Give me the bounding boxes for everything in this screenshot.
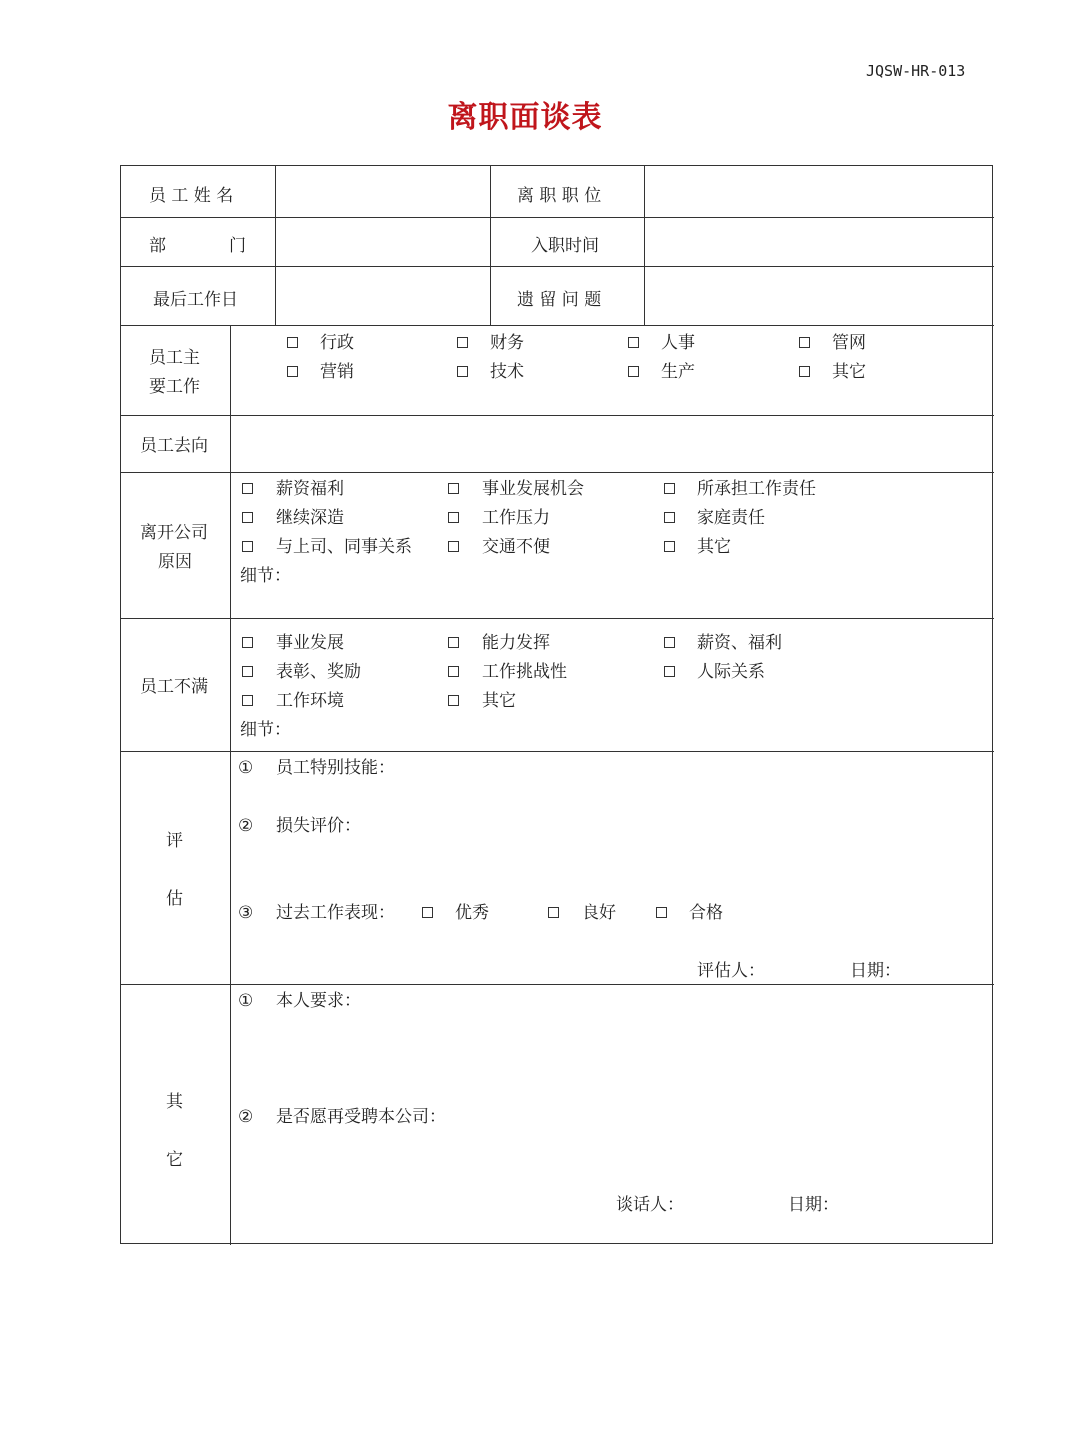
checkbox[interactable] [628, 337, 639, 348]
checkbox[interactable] [287, 366, 298, 377]
page-title: 离职面谈表 [447, 100, 603, 135]
option-label: 事业发展机会 [482, 479, 584, 499]
employee-name-label: 员 工 姓 名 [149, 186, 234, 206]
option-label: 管网 [832, 333, 866, 353]
rating-label: 合格 [689, 903, 723, 923]
special-skills-label: 员工特别技能： [276, 758, 395, 778]
row-divider [121, 325, 994, 326]
evaluation-date-label: 日期： [850, 961, 901, 981]
pending-issues-label: 遗 留 问 题 [517, 290, 602, 310]
checkbox[interactable] [448, 637, 459, 648]
option-label: 所承担工作责任 [697, 479, 816, 499]
personal-requests-label: 本人要求： [276, 991, 361, 1011]
option-label: 薪资福利 [276, 479, 344, 499]
option-label: 家庭责任 [697, 508, 765, 528]
checkbox[interactable] [664, 512, 675, 523]
item-number: ② [238, 1107, 254, 1127]
rating-label: 优秀 [455, 903, 489, 923]
option-label: 人际关系 [697, 662, 765, 682]
pending-issues-field[interactable] [645, 268, 991, 323]
row-divider [121, 618, 994, 619]
checkbox[interactable] [422, 907, 433, 918]
checkbox[interactable] [242, 512, 253, 523]
checkbox[interactable] [242, 666, 253, 677]
option-label: 财务 [490, 333, 524, 353]
interviewer-label: 谈话人： [616, 1195, 684, 1215]
item-number: ② [238, 816, 254, 836]
evaluation-label: 评 [166, 831, 183, 851]
checkbox[interactable] [242, 541, 253, 552]
checkbox[interactable] [448, 512, 459, 523]
option-label: 能力发挥 [482, 633, 550, 653]
checkbox[interactable] [242, 695, 253, 706]
option-label: 继续深造 [276, 508, 344, 528]
option-label: 生产 [661, 362, 695, 382]
checkbox[interactable] [664, 483, 675, 494]
hire-date-label: 入职时间 [531, 236, 599, 256]
option-label: 工作环境 [276, 691, 344, 711]
main-work-label: 要工作 [149, 377, 200, 397]
item-number: ① [238, 991, 254, 1011]
option-label: 工作压力 [482, 508, 550, 528]
item-number: ① [238, 758, 254, 778]
option-label: 行政 [320, 333, 354, 353]
last-workday-field[interactable] [276, 268, 488, 323]
dissatisfied-detail-label: 细节： [240, 720, 291, 740]
rating-label: 良好 [582, 903, 616, 923]
last-workday-label: 最后工作日 [153, 290, 238, 310]
department-label-suffix: 门 [229, 236, 246, 256]
row-divider [121, 751, 994, 752]
option-label: 表彰、奖励 [276, 662, 361, 682]
checkbox[interactable] [656, 907, 667, 918]
checkbox[interactable] [548, 907, 559, 918]
reason-label: 离开公司 [140, 523, 208, 543]
checkbox[interactable] [448, 541, 459, 552]
checkbox[interactable] [664, 666, 675, 677]
column-divider [490, 166, 491, 326]
checkbox[interactable] [448, 666, 459, 677]
other-label: 其 [166, 1092, 183, 1112]
evaluator-label: 评估人： [697, 961, 765, 981]
destination-field[interactable] [231, 417, 991, 469]
option-label: 交通不便 [482, 537, 550, 557]
checkbox[interactable] [448, 483, 459, 494]
option-label: 与上司、同事关系 [276, 537, 412, 557]
department-field[interactable] [276, 218, 488, 264]
row-divider [121, 266, 994, 267]
row-divider [121, 472, 994, 473]
row-divider [121, 415, 994, 416]
checkbox[interactable] [628, 366, 639, 377]
resign-position-field[interactable] [645, 168, 991, 214]
rehire-willingness-label: 是否愿再受聘本公司： [276, 1107, 446, 1127]
checkbox[interactable] [664, 541, 675, 552]
main-work-label: 员工主 [149, 348, 200, 368]
dissatisfied-label: 员工不满 [140, 677, 208, 697]
checkbox[interactable] [457, 337, 468, 348]
destination-label: 员工去向 [140, 436, 208, 456]
checkbox[interactable] [242, 637, 253, 648]
checkbox[interactable] [664, 637, 675, 648]
checkbox[interactable] [242, 483, 253, 494]
option-label: 其它 [832, 362, 866, 382]
checkbox[interactable] [448, 695, 459, 706]
employee-name-field[interactable] [276, 168, 488, 214]
dissatisfied-detail-field[interactable] [290, 718, 980, 748]
checkbox[interactable] [457, 366, 468, 377]
option-label: 薪资、福利 [697, 633, 782, 653]
option-label: 营销 [320, 362, 354, 382]
option-label: 工作挑战性 [482, 662, 567, 682]
hire-date-field[interactable] [645, 218, 991, 264]
option-label: 事业发展 [276, 633, 344, 653]
document-code: JQSW-HR-013 [866, 62, 966, 80]
option-label: 人事 [661, 333, 695, 353]
interview-date-label: 日期： [788, 1195, 839, 1215]
checkbox[interactable] [799, 337, 810, 348]
other-label: 它 [166, 1150, 183, 1170]
checkbox[interactable] [799, 366, 810, 377]
checkbox[interactable] [287, 337, 298, 348]
reason-label: 原因 [158, 552, 192, 572]
department-label: 部 [149, 236, 166, 256]
option-label: 技术 [490, 362, 524, 382]
evaluation-label: 估 [166, 889, 183, 909]
reason-detail-field[interactable] [290, 564, 980, 608]
option-label: 其它 [482, 691, 516, 711]
loss-assessment-label: 损失评价： [276, 816, 361, 836]
item-number: ③ [238, 903, 254, 923]
option-label: 其它 [697, 537, 731, 557]
reason-detail-label: 细节： [240, 566, 291, 586]
row-divider [121, 984, 994, 985]
resign-position-label: 离 职 职 位 [517, 186, 602, 206]
past-performance-label: 过去工作表现： [276, 903, 395, 923]
